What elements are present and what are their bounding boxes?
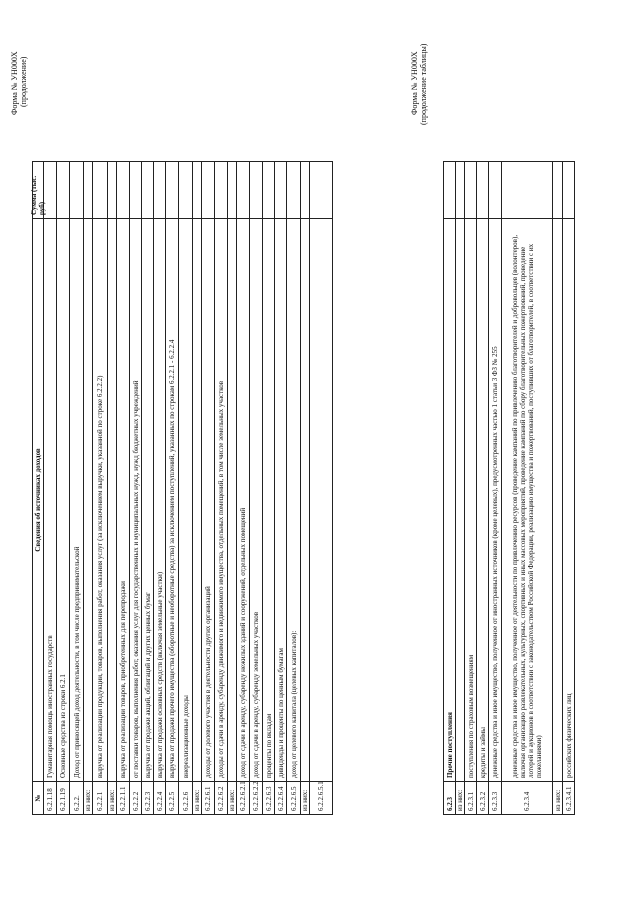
row-description	[193, 218, 201, 781]
table-row	[553, 161, 563, 814]
table-row	[130, 161, 142, 814]
row-number: 6.2.2.6.3	[263, 781, 274, 814]
row-number: 6.2.2.6.2.2	[250, 781, 262, 814]
row-sum	[130, 161, 141, 218]
row-description: Доход от приносящей доход деятельности, в том числе предпринимательской	[70, 218, 83, 781]
row-description: денежные средства и иное имущество, полученное от иностранных источников (кроме целевых), предусмотренных частью 1 статьи 3 ФЗ № 255	[489, 218, 501, 781]
table-row	[456, 161, 465, 814]
table-row	[287, 161, 301, 814]
table-row	[179, 161, 193, 814]
row-number: 6.2.2.5	[166, 781, 178, 814]
table-row	[228, 161, 237, 814]
row-description: дивиденды и проценты по ценным бумагам	[275, 218, 286, 781]
table-row	[84, 161, 93, 814]
row-number: 6.2.2.	[70, 781, 83, 814]
row-number: 6.2.2.6	[179, 781, 192, 814]
row-description	[84, 218, 92, 781]
table-row	[44, 161, 57, 814]
table-body-2	[444, 161, 575, 814]
table-row	[563, 161, 575, 814]
row-sum	[250, 161, 262, 218]
row-number: 6.2.2.6.4	[275, 781, 286, 814]
row-sum	[44, 161, 56, 218]
table-row	[142, 161, 154, 814]
row-sum	[93, 161, 107, 218]
header-sum: Сумма (тыс. руб)	[33, 161, 43, 218]
table-row	[57, 161, 70, 814]
row-description: доходы от сдачи в аренду, субаренду движимого и недвижимого имущества, отдельных помещений, в том числе земельных участков	[215, 218, 227, 781]
row-description: внереализационные доходы	[179, 218, 192, 781]
row-number: 6.2.2.6.5	[287, 781, 300, 814]
row-description: выручка от реализации товаров, приобретенных для перепродажи	[117, 218, 129, 781]
row-description: доход от сдачи в аренду, субаренду нежилых зданий и сооружений, отдельных помещений	[237, 218, 249, 781]
row-description: российских физических лиц	[563, 218, 574, 781]
continuation-label: (продолжение)	[19, 56, 28, 107]
row-number: 6.2.3.4.1	[563, 781, 574, 814]
continuation-label-2: (продолжение таблицы)	[419, 43, 428, 125]
row-description: поступления по страховым возмещениям	[465, 218, 476, 781]
row-description: Прочие поступления	[444, 218, 455, 781]
row-description	[228, 218, 236, 781]
row-number: 6.2.3.1	[465, 781, 476, 814]
row-number: из них:	[228, 781, 236, 814]
row-number: 6.2.3.3	[489, 781, 501, 814]
table-row	[310, 161, 333, 814]
row-sum	[108, 161, 116, 218]
table-row	[70, 161, 84, 814]
table-row	[477, 161, 489, 814]
row-sum	[193, 161, 201, 218]
table-row	[154, 161, 166, 814]
row-description: выручка от продажи прочего имущества (оборотные и необоротные средства) за исключением поступлений, указанных по строкам 6.2.2.1 - 6.2.2.4	[166, 218, 178, 781]
row-number: 6.2.2.6.5.1	[310, 781, 332, 814]
table-row	[275, 161, 287, 814]
row-description	[310, 218, 332, 781]
row-sum	[57, 161, 69, 218]
table-row	[465, 161, 477, 814]
row-sum	[70, 161, 83, 218]
row-sum	[287, 161, 300, 218]
table-header-row	[30, 161, 46, 814]
row-number: из них:	[193, 781, 201, 814]
row-description: проценты по вкладам	[263, 218, 274, 781]
row-sum	[84, 161, 92, 218]
row-description	[108, 218, 116, 781]
row-sum	[237, 161, 249, 218]
row-description: доходы от долевого участия в деятельности других организаций	[202, 218, 214, 781]
row-sum	[179, 161, 192, 218]
row-sum	[489, 161, 501, 218]
form-number-label-2: Форма № УН000Х	[410, 51, 419, 115]
row-number: 6.2.2.6.2	[215, 781, 227, 814]
row-number: 6.2.3.2	[477, 781, 488, 814]
row-number: 6.2.1.18	[44, 781, 56, 814]
table-row	[444, 161, 456, 814]
row-description: Гуманитарная помощь иностранных государств	[44, 218, 56, 781]
row-sum	[563, 161, 574, 218]
row-sum	[310, 161, 332, 218]
row-description	[456, 218, 464, 781]
row-sum	[502, 161, 552, 218]
row-sum	[142, 161, 153, 218]
table-row	[502, 161, 553, 814]
table-body	[44, 161, 333, 814]
table-row	[108, 161, 117, 814]
row-sum	[228, 161, 236, 218]
row-sum	[456, 161, 464, 218]
row-number: из них:	[553, 781, 562, 814]
table-row	[237, 161, 250, 814]
row-number: 6.2.2.3	[142, 781, 153, 814]
row-description: от поставки товаров, выполнения работ, оказания услуг для государственных и муниципальных нужд, нужд бюджетных учреждений	[130, 218, 141, 781]
row-sum	[553, 161, 562, 218]
row-number: 6.2.2.1	[93, 781, 107, 814]
table-row	[250, 161, 263, 814]
row-description	[301, 218, 309, 781]
row-number: из них:	[108, 781, 116, 814]
row-sum	[117, 161, 129, 218]
row-number: 6.2.3.4	[502, 781, 552, 814]
row-sum	[444, 161, 455, 218]
header-num: №	[33, 781, 43, 814]
row-number: из них:	[456, 781, 464, 814]
row-description: кредиты и займы	[477, 218, 488, 781]
table-row	[166, 161, 179, 814]
row-number: 6.2.3	[444, 781, 455, 814]
row-description: денежные средства и иное имущество, полученное от деятельности по привлечению ресурсов (проведение кампаний по привлечению благотворителей и добровольцев (волонтеров), включая организацию развлекательных, культурных, спортивных и иных массовых мероприятий, проведение кампаний по сбору благотворительных пожертвований, проведение лотерей и аукционов в соответствии с законодательством Российской Федерации, реализацию имущества и пожертвований, поступивших от благотворителей, в соответствии с их пожеланиями)	[502, 218, 552, 781]
row-sum	[154, 161, 165, 218]
row-sum	[166, 161, 178, 218]
row-sum	[275, 161, 286, 218]
row-number: из них:	[301, 781, 309, 814]
table-row	[489, 161, 502, 814]
table-row	[117, 161, 130, 814]
row-description: выручка от реализации продукции, товаров, выполнения работ, оказания услуг (за исключением выручки, указанной по строке 6.2.2.2)	[93, 218, 107, 781]
income-sources-table	[32, 161, 333, 815]
row-number: 6.2.1.19	[57, 781, 69, 814]
row-number: 6.2.2.4	[154, 781, 165, 814]
form-number-label: Форма № УН000Х	[10, 51, 19, 115]
row-sum	[263, 161, 274, 218]
row-sum	[202, 161, 214, 218]
table-row	[93, 161, 108, 814]
header-desc: Сведения об источниках доходов	[33, 218, 43, 781]
table-row	[263, 161, 275, 814]
row-number: из них:	[84, 781, 92, 814]
row-description: доход от сдачи в аренду, субаренду земельных участков	[250, 218, 262, 781]
row-description: выручка от продажи основных средств (включая земельные участки)	[154, 218, 165, 781]
row-number: 6.2.2.1.1	[117, 781, 129, 814]
row-description: выручка от продажи акций, облигаций и других ценных бумаг	[142, 218, 153, 781]
row-number: 6.2.2.6.2.1	[237, 781, 249, 814]
row-sum	[301, 161, 309, 218]
row-number: 6.2.2.2	[130, 781, 141, 814]
row-sum	[465, 161, 476, 218]
table-row	[202, 161, 215, 814]
table-row	[193, 161, 202, 814]
other-receipts-table	[443, 161, 575, 815]
row-number: 6.2.2.6.1	[202, 781, 214, 814]
row-description: Основные средства из строки 6.2.1	[57, 218, 69, 781]
row-sum	[215, 161, 227, 218]
row-description	[553, 218, 562, 781]
table-row	[301, 161, 310, 814]
row-description: доход от целевого капитала (целевых капиталов):	[287, 218, 300, 781]
table-row	[215, 161, 228, 814]
row-sum	[477, 161, 488, 218]
